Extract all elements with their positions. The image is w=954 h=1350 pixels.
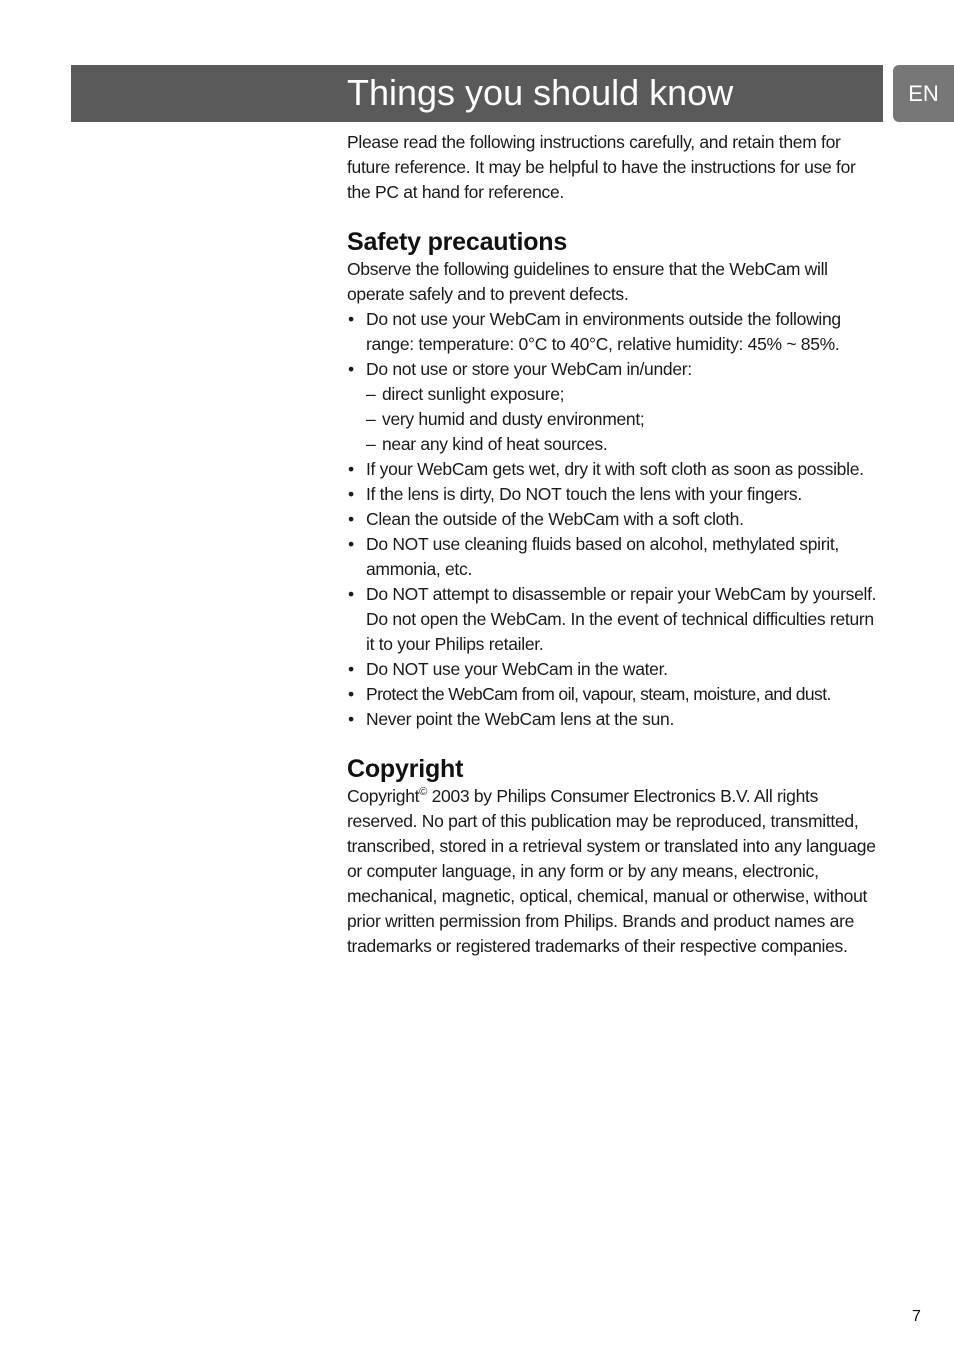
language-tab: EN <box>893 65 954 122</box>
intro-paragraph: Please read the following instructions carefully, and retain them for future reference. It may be helpful to have the instructions for use for the PC at hand for reference. <box>347 132 856 202</box>
safety-lead: Observe the following guidelines to ensure that the WebCam will operate safely and to prevent defects. <box>347 259 828 304</box>
list-item-text: If the lens is dirty, Do NOT touch the lens with your fingers. <box>366 484 802 504</box>
page-number: 7 <box>912 1308 921 1325</box>
list-item-text: Do not use or store your WebCam in/under: <box>366 359 692 379</box>
copyright-body: 2003 by Philips Consumer Electronics B.V. All rights reserved. No part of this publication may be reproduced, transmitted, transcribed, stored in a retrieval system or translated into any language or computer language, in any form or by any means, electronic, mechanical, magnetic, optical, chemical, manual or otherwise, without prior written permission from Philips. Brands and product names are trademarks or registered trademarks of their respective companies. <box>347 786 876 956</box>
page-title: Things you should know <box>347 72 734 113</box>
copyright-word: Copyright <box>347 786 420 806</box>
list-item <box>347 307 883 357</box>
list-item-text: Do NOT use cleaning fluids based on alcohol, methylated spirit, ammonia, etc. <box>366 534 839 579</box>
list-item <box>347 682 883 707</box>
copyright-section <box>347 754 883 959</box>
list-item <box>347 482 883 507</box>
list-item <box>347 707 883 732</box>
spacer <box>347 732 883 754</box>
list-item <box>347 582 883 657</box>
safety-section <box>347 227 883 732</box>
safety-list <box>347 307 883 732</box>
sub-list-item: – near any kind of heat sources. <box>366 432 883 457</box>
list-item-text: Clean the outside of the WebCam with a soft cloth. <box>366 509 744 529</box>
safety-heading: Safety precautions <box>347 228 568 256</box>
list-item <box>347 357 883 457</box>
sub-list-item: – very humid and dusty environment; <box>366 407 883 432</box>
list-item <box>347 507 883 532</box>
list-item <box>347 457 883 482</box>
copyright-heading: Copyright <box>347 755 464 783</box>
header-bar <box>71 65 883 122</box>
list-item-text: Do not use your WebCam in environments outside the following range: temperature: 0°C to 40°C, relative humidity: 45% ~ 85%. <box>366 309 841 354</box>
sub-list <box>366 382 883 457</box>
list-item-text: If your WebCam gets wet, dry it with soft cloth as soon as possible. <box>366 459 864 479</box>
copyright-symbol: © <box>419 786 428 798</box>
copyright-text <box>347 784 883 959</box>
list-item <box>347 532 883 582</box>
main-content <box>347 130 883 959</box>
list-item <box>347 657 883 682</box>
list-item-text: Do NOT use your WebCam in the water. <box>366 659 668 679</box>
sub-list-item: – direct sunlight exposure; <box>366 382 883 407</box>
list-item-text: Protect the WebCam from oil, vapour, steam, moisture, and dust. <box>366 684 831 704</box>
list-item-text: Do NOT attempt to disassemble or repair your WebCam by yourself. Do not open the WebCam. In the event of technical difficulties return it to your Philips retailer. <box>366 584 877 654</box>
list-item-text: Never point the WebCam lens at the sun. <box>366 709 675 729</box>
